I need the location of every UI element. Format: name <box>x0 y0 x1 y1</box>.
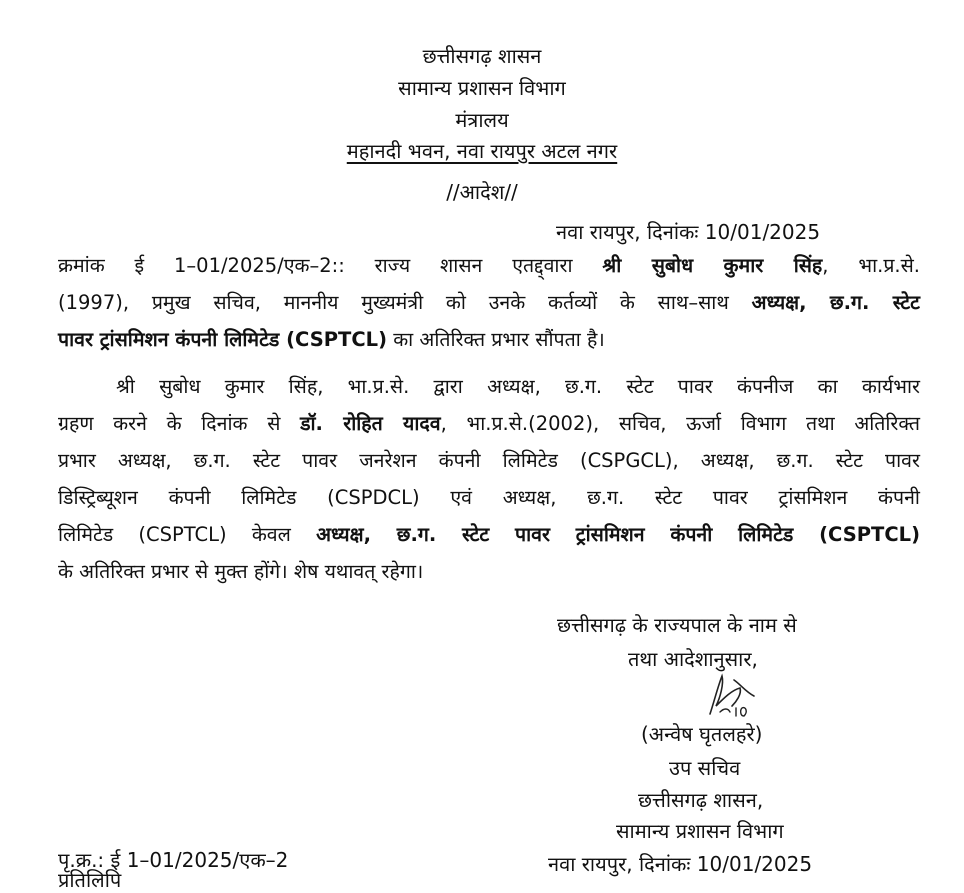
signatory-designation: उप सचिव <box>669 756 741 780</box>
header-govt: छत्तीसगढ़ शासन <box>422 44 542 68</box>
para1-line-1: क्रमांक ई 1–01/2025/एक–2:: राज्य शासन एतद्द्वारा श्री सुबोध कुमार सिंह, भा.प्र.से. <box>58 254 920 277</box>
authority-line-2: तथा आदेशानुसार, <box>628 647 758 671</box>
copy-to-label: प्रतिलिपि <box>58 868 122 892</box>
order-paragraph-2 <box>58 368 920 590</box>
order-title: //आदेश// <box>446 180 518 204</box>
endorsement-ref: पृ.क्र.: ई 1–01/2025/एक–2 <box>58 848 289 872</box>
header-address <box>0 137 964 164</box>
endorsement-place-date: नवा रायपुर, दिनांकः 10/01/2025 <box>548 852 813 876</box>
para2-line-1: श्री सुबोध कुमार सिंह, भा.प्र.से. द्वारा अध्यक्ष, छ.ग. स्टेट पावर कंपनीज का कार्यभार <box>116 375 920 398</box>
para2-line-4: डिस्ट्रिब्यूशन कंपनी लिमिटेड (CSPDCL) एवं अध्यक्ष, छ.ग. स्टेट पावर ट्रांसमिशन कंपनी <box>58 486 920 509</box>
order-paragraph-1 <box>58 247 920 358</box>
handwritten-signature <box>680 672 770 722</box>
header-department: सामान्य प्रशासन विभाग <box>398 76 566 100</box>
header-ministry: मंत्रालय <box>455 108 509 132</box>
signatory-org-1: छत्तीसगढ़ शासन, <box>638 788 764 812</box>
signatory-name: (अन्वेष घृतलहरे) <box>641 722 763 746</box>
para1-line-3: पावर ट्रांसमिशन कंपनी लिमिटेड (CSPTCL) का अतिरिक्त प्रभार सौंपता है। <box>58 328 605 351</box>
para2-line-3: प्रभार अध्यक्ष, छ.ग. स्टेट पावर जनरेशन कंपनी लिमिटेड (CSPGCL), अध्यक्ष, छ.ग. स्टेट पावर <box>58 449 920 472</box>
authority-line-1: छत्तीसगढ़ के राज्यपाल के नाम से <box>557 613 797 637</box>
signatory-org-2: सामान्य प्रशासन विभाग <box>616 819 784 843</box>
para1-line-2: (1997), प्रमुख सचिव, माननीय मुख्यमंत्री को उनके कर्तव्यों के साथ–साथ अध्यक्ष, छ.ग. स्टेट <box>58 291 921 314</box>
para2-line-6: के अतिरिक्त प्रभार से मुक्त होंगे। शेष यथावत् रहेगा। <box>58 560 424 583</box>
para2-line-2: ग्रहण करने के दिनांक से डॉ. रोहित यादव, भा.प्र.से.(2002), सचिव, ऊर्जा विभाग तथा अतिरिक्त <box>58 412 920 435</box>
para2-line-5: लिमिटेड (CSPTCL) केवल अध्यक्ष, छ.ग. स्टेट पावर ट्रांसमिशन कंपनी लिमिटेड (CSPTCL) <box>58 523 920 546</box>
place-date: नवा रायपुर, दिनांकः 10/01/2025 <box>556 220 821 244</box>
header-address-text: महानदी भवन, नवा रायपुर अटल नगर <box>346 139 618 163</box>
